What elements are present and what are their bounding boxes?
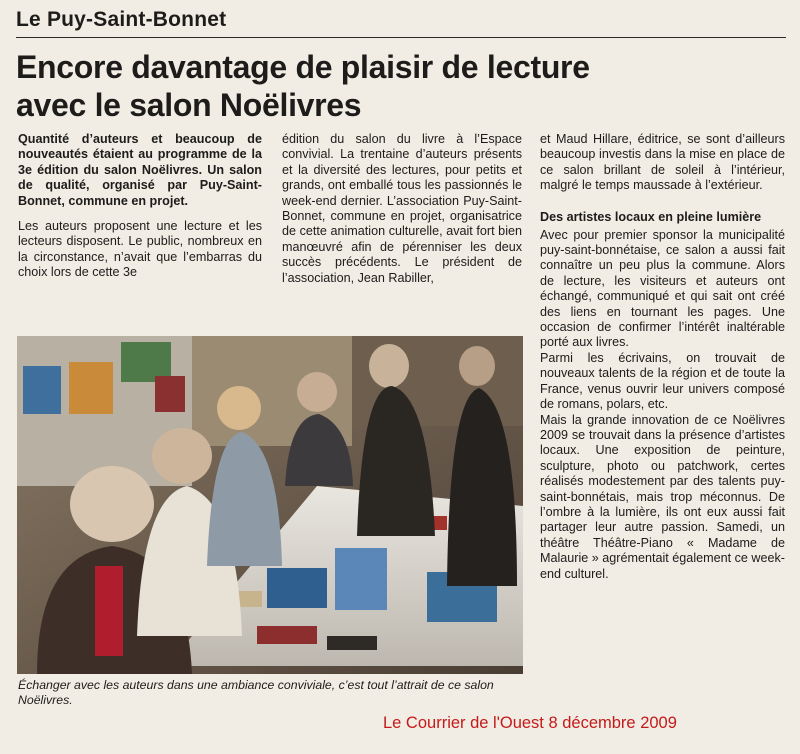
event-photo [17,336,523,674]
photo-caption: Échanger avec les auteurs dans une ambiance conviviale, c’est tout l’attrait de ce salon Noëlivres. [18,678,494,707]
column-3-intro: et Maud Hillare, éditrice, se sont d’ailleurs beaucoup investis dans la mise en place de ce salon brillant de soleil à l’intérieur, malgré le temps maussade à l’extérieur. [540,132,785,193]
column-3-paragraph-1: Avec pour premier sponsor la municipalité puy-saint-bonnétaise, ce salon a aussi fait connaître un peu plus la commune. Alors de lecture, les visiteurs et auteurs ont échangé, communiqué et qui sait ont créé des liens en tournant les pages. Une occasion de confirmer l’intérêt inaltérable porté aux livres. [540,227,785,350]
column-3-paragraph-3: Mais la grande innovation de ce Noëlivres 2009 se trouvait dans la présence d’artistes locaux. Une exposition de peinture, sculpture, photo ou patchwork, certes réalisés modestement par des talents puy-saint-bonnétais, mais trop méconnus. De l’ombre à la lumière, ils ont eux aussi fait partager leur autre passion. Samedi, un théâtre Théâtre-Piano « Madame de Malaurie » agrémentait également ce week-end culturel. [540,412,786,581]
book-fair-photo-illustration [17,336,523,674]
subheading: Des artistes locaux en pleine lumière [540,209,762,224]
column-2 [282,132,522,286]
column-3 [540,132,785,582]
headline-line-2: avec le salon Noëlivres [16,87,362,123]
column-3-paragraph-2: Parmi les écrivains, on trouvait de nouveaux talents de la région et de toute la France, venus ouvrir leur univers composé de romans, polars, etc. [540,350,785,412]
lead-paragraph: Quantité d’auteurs et beaucoup de nouveautés étaient au programme de la 3e édition du salon Noëlivres. Un salon de qualité, organisé par Puy-Saint-Bonnet, commune en projet. [18,132,262,208]
headline-line-1: Encore davantage de plaisir de lecture [16,49,590,85]
column-1 [18,132,262,281]
section-rubric: Le Puy-Saint-Bonnet [16,8,786,38]
headline [16,48,786,124]
column-1-body: Les auteurs proposent une lecture et les lecteurs disposent. Le public, nombreux en la circonstance, n’avait que l’embarras du choix lors de cette 3e [18,219,262,280]
source-credit: Le Courrier de l'Ouest 8 décembre 2009 [383,714,677,732]
column-2-body: édition du salon du livre à l’Espace convivial. La trentaine d’auteurs présents et la diversité des lectures, pour petits et grands, ont emballé tous les passionnés le week-end dernier. L’association Puy-Saint-Bonnet, commune en projet, organisatrice de cette animation culturelle, avait fort bien manœuvré afin de pérenniser les deux succès précédents. Le président de l’association, Jean Rabiller, [282,132,522,285]
